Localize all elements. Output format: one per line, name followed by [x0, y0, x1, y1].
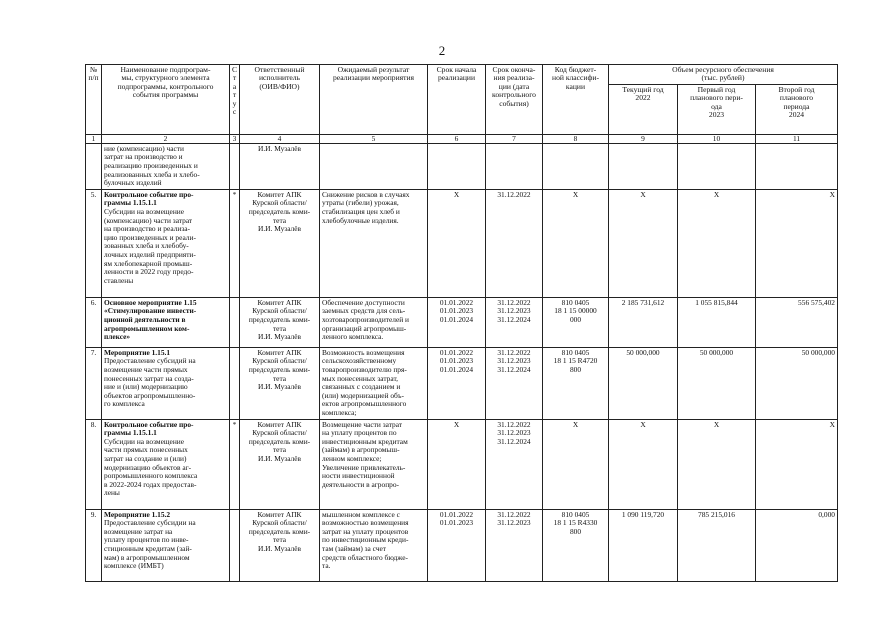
column-number: 1	[86, 134, 102, 143]
responsible-text: Комитет АПК Курской области/ председатель коми- тета И.И. Музалёв	[248, 419, 311, 463]
start-text: X	[453, 419, 460, 429]
item-status	[230, 143, 240, 189]
start-text: X	[453, 189, 460, 199]
item-name	[102, 509, 230, 581]
start-text: 01.01.2022 01.01.2023 01.01.2024	[439, 347, 474, 374]
item-name	[102, 347, 230, 419]
result-text: Обеспечение доступности заемных средств для сель- хозтоваропроизводителей и организаций агропромыш- ленного комплекса.	[322, 297, 410, 342]
first-text: 1 055 815,844	[695, 297, 738, 307]
start-date	[428, 189, 486, 297]
result-text: Возмещение части затрат на уплату процентов по инвестиционным кредитам (займам) в агропромыш- ленном комплексе; Увеличение привлекатель- ности инвестиционной деятельности в агропро-	[322, 419, 408, 489]
item-name-text: Субсидии на возмещение части прямых понесенных затрат на создание и (или) модернизацию объектов аг- ропромышленного комплекса в 2022-2024 годах предостав- лены	[104, 436, 198, 498]
end-text: 31.12.2022 31.12.2023	[497, 509, 531, 528]
first-text: X	[713, 419, 720, 429]
item-name-bold: Контрольное событие про- граммы 1.15.1.1	[104, 189, 194, 208]
header-start: Срок начала реализации	[428, 65, 486, 135]
header-result: Ожидаемый результат реализации мероприятия	[320, 65, 428, 135]
end-date	[486, 347, 543, 419]
header-name: Наименование подпрограм- мы, структурного элемента подпрограммы, контрольного события программы	[102, 65, 230, 135]
item-name	[102, 189, 230, 297]
result-text: мышленном комплексе с возможностью возмещения затрат на уплату процентов по инвестиционным креди- там (займам) за счет средств областного бюдже- та.	[322, 509, 409, 571]
end-date	[486, 419, 543, 509]
start-text: 01.01.2022 01.01.2023	[439, 509, 474, 528]
column-number: 7	[486, 134, 543, 143]
funding-second	[756, 143, 838, 189]
row-number-text: 8.	[90, 419, 97, 429]
expected-result	[320, 189, 428, 297]
funding-second	[756, 509, 838, 581]
result-text: Возможность возмещения сельскохозяйственному товаропроизводителю пря- мых понесенных затрат, связанных с созданием и (или) модернизацией объ- ектов агропромышленного комплекса;	[322, 347, 407, 417]
column-number: 2	[102, 134, 230, 143]
item-name	[102, 419, 230, 509]
table-row	[86, 419, 838, 509]
expected-result	[320, 509, 428, 581]
end-date	[486, 297, 543, 347]
code-text: X	[572, 189, 579, 199]
funding-second	[756, 189, 838, 297]
end-text: 31.12.2022 31.12.2023 31.12.2024	[497, 347, 531, 374]
funding-second	[756, 297, 838, 347]
start-text: 01.01.2022 01.01.2023 01.01.2024	[439, 297, 474, 324]
column-numbers-row	[86, 134, 838, 143]
budget-code	[543, 189, 609, 297]
column-number: 4	[240, 134, 320, 143]
funding-first	[678, 297, 756, 347]
start-date	[428, 143, 486, 189]
funding-second	[756, 419, 838, 509]
code-text: 810 0405 18 1 15 00000 000	[554, 297, 597, 324]
responsible	[240, 189, 320, 297]
responsible	[240, 347, 320, 419]
funding-first	[678, 347, 756, 419]
funding-second	[756, 347, 838, 419]
header-first-year: Первый год планового пери- ода 2023	[678, 84, 756, 134]
budget-code	[543, 297, 609, 347]
item-name-bold: Мероприятие 1.15.1	[104, 347, 171, 357]
row-number-text: 9.	[90, 509, 97, 519]
start-date	[428, 419, 486, 509]
row-number	[86, 347, 102, 419]
code-text: X	[572, 419, 579, 429]
header-funding: Объем ресурсного обеспечения (тыс. рублей)	[609, 65, 838, 85]
responsible-text: Комитет АПК Курской области/ председатель коми- тета И.И. Музалёв	[248, 297, 311, 342]
column-number: 8	[543, 134, 609, 143]
row-number	[86, 419, 102, 509]
item-status	[230, 297, 240, 347]
funding-current	[609, 143, 678, 189]
item-name-bold: Мероприятие 1.15.2	[104, 509, 171, 519]
header-code: Код бюджет- ной классифи- кации	[543, 65, 609, 135]
responsible	[240, 419, 320, 509]
table-row	[86, 143, 838, 189]
row-number	[86, 297, 102, 347]
item-name-bold: Контрольное событие про- граммы 1.15.1.1	[104, 419, 194, 438]
page-number: 2	[438, 43, 446, 58]
table-row	[86, 297, 838, 347]
expected-result	[320, 297, 428, 347]
responsible-text: Комитет АПК Курской области/ председатель коми- тета И.И. Музалёв	[248, 509, 311, 553]
result-text: Снижение рисков в случаях утраты (гибели) урожая, стабилизация цен хлеб и хлебобулочные изделия.	[322, 189, 410, 225]
first-text: 785 215,016	[698, 509, 735, 519]
funding-first	[678, 143, 756, 189]
funding-first	[678, 419, 756, 509]
header-current-year: Текущий год 2022	[609, 84, 678, 134]
row-number	[86, 509, 102, 581]
second-text: 556 575,402	[798, 297, 835, 307]
item-name-text: Предоставление субсидии на возмещение затрат на уплату процентов по инве- стиционным кредитам (зай- мам) в агропромышленном комплексе (ИМБТ)	[104, 518, 196, 571]
end-text: 31.12.2022 31.12.2023 31.12.2024	[497, 297, 531, 324]
start-date	[428, 297, 486, 347]
item-status	[230, 189, 240, 297]
funding-current	[609, 419, 678, 509]
funding-current	[609, 347, 678, 419]
current-text: 2 185 731,612	[621, 297, 665, 307]
header-end: Срок оконча- ния реализа- ции (дата контрольного события)	[486, 65, 543, 135]
responsible	[240, 143, 320, 189]
table-row	[86, 347, 838, 419]
responsible	[240, 297, 320, 347]
column-number: 6	[428, 134, 486, 143]
row-number-text: 7.	[90, 347, 97, 357]
column-number: 3	[230, 134, 240, 143]
header-responsible: Ответственный исполнитель (ОИВ/ФИО)	[240, 65, 320, 135]
column-number: 11	[756, 134, 838, 143]
row-number-text: 6.	[90, 297, 97, 307]
first-text: X	[713, 189, 720, 199]
row-number	[86, 143, 102, 189]
responsible	[240, 509, 320, 581]
status-text: *	[232, 189, 237, 199]
end-date	[486, 509, 543, 581]
second-text: 50 000,000	[801, 347, 835, 357]
funding-current	[609, 297, 678, 347]
item-status	[230, 509, 240, 581]
first-text: 50 000,000	[699, 347, 734, 357]
budget-code	[543, 419, 609, 509]
item-status	[230, 347, 240, 419]
current-text: 1 090 119,720	[621, 509, 665, 519]
responsible-text: Комитет АПК Курской области/ председатель коми- тета И.И. Музалёв	[248, 189, 311, 234]
end-text: 31.12.2022 31.12.2023 31.12.2024	[497, 419, 531, 446]
current-text: 50 000,000	[626, 347, 660, 357]
expected-result	[320, 419, 428, 509]
responsible-text: Комитет АПК Курской области/ председатель коми- тета И.И. Музалёв	[248, 347, 311, 392]
item-status	[230, 419, 240, 509]
status-text: *	[232, 419, 237, 429]
end-text: 31.12.2022	[497, 189, 531, 199]
row-number-text: 5.	[90, 189, 97, 199]
budget-code	[543, 509, 609, 581]
item-name-text: ние (компенсацию) части затрат на производство и реализацию произведенных и реализованных хлеба и хлебо- булочных изделий	[104, 143, 200, 188]
budget-code	[543, 143, 609, 189]
second-text: X	[829, 419, 835, 429]
funding-current	[609, 509, 678, 581]
start-date	[428, 347, 486, 419]
responsible-text: И.И. Музалёв	[257, 143, 302, 153]
column-number: 9	[609, 134, 678, 143]
table-row	[86, 189, 838, 297]
expected-result	[320, 347, 428, 419]
header-second-year: Второй год планового периода 2024	[756, 84, 838, 134]
header-no: № п/п	[86, 65, 102, 135]
funding-first	[678, 189, 756, 297]
column-number: 5	[320, 134, 428, 143]
program-table	[85, 64, 838, 582]
second-text: X	[829, 189, 835, 199]
table-row	[86, 509, 838, 581]
current-text: X	[640, 419, 646, 429]
second-text: 0,000	[818, 509, 835, 519]
budget-code	[543, 347, 609, 419]
end-date	[486, 143, 543, 189]
funding-current	[609, 189, 678, 297]
code-text: 810 0405 18 1 15 R4720 800	[553, 347, 598, 374]
item-name-text: Предоставление субсидий на возмещение части прямых понесенных затрат на созда- ние и (или) модернизацию объектов агропромышленно- го комплекса	[104, 356, 196, 409]
item-name-bold: Основное мероприятие 1.15 «Стимулирование инвести- ционной деятельности в агропромышленном ком- плексе»	[104, 297, 197, 342]
item-name	[102, 143, 230, 189]
header-status: С т а т у с	[230, 65, 240, 135]
current-text: X	[640, 189, 646, 199]
column-number: 10	[678, 134, 756, 143]
end-date	[486, 189, 543, 297]
row-number	[86, 189, 102, 297]
code-text: 810 0405 18 1 15 R4330 800	[553, 509, 598, 536]
funding-first	[678, 509, 756, 581]
item-name-text: Субсидии на возмещение (компенсацию) части затрат на производство и реализа- цию произведенных и реали- зованных хлеба и хлебобу- лочных изделий предприяти- ям хлебопекарной промыш- ленности в 2022 году предо- ставлены	[104, 207, 196, 285]
expected-result	[320, 143, 428, 189]
start-date	[428, 509, 486, 581]
item-name	[102, 297, 230, 347]
